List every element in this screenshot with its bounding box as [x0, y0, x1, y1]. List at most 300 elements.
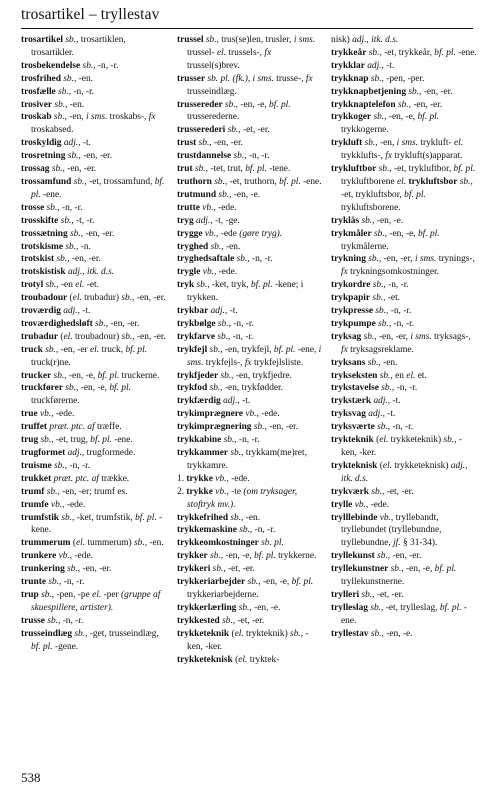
dictionary-entry — [21, 563, 167, 576]
dictionary-entry — [177, 253, 323, 266]
grammar-note: vb., — [215, 486, 229, 497]
headword: trykkeri — [177, 564, 211, 575]
grammar-note: sb., — [53, 112, 67, 123]
headword: trotskist — [21, 254, 55, 265]
entry-text: -et, -er. — [240, 125, 270, 136]
headword: trykluftsbor — [408, 176, 458, 187]
entry-text: -per — [101, 589, 122, 600]
grammar-note: bf. pl. — [417, 228, 440, 239]
entry-text: -en — [58, 280, 76, 291]
entry-text: ( — [373, 435, 380, 446]
entry-text: -en, -er — [58, 344, 91, 355]
grammar-note: sb., — [121, 331, 135, 342]
headword: trykkabine — [177, 435, 222, 446]
grammar-note: el. — [382, 460, 392, 471]
headword: trosse — [21, 202, 45, 213]
grammar-note: sb., — [217, 331, 231, 342]
dictionary-entry — [21, 292, 167, 305]
dictionary-entry — [177, 447, 323, 473]
grammar-note: fx — [148, 112, 156, 123]
entry-text: trussels-, — [226, 47, 265, 58]
dictionary-entry — [331, 486, 477, 499]
dictionary-entry — [21, 382, 167, 408]
dictionary-entry — [177, 99, 323, 125]
dictionary-entry — [331, 382, 477, 395]
entry-text: trusserederne. — [187, 112, 240, 123]
grammar-note: sb., — [210, 241, 224, 252]
dictionary-entry — [177, 279, 323, 305]
dictionary-entry — [331, 460, 477, 486]
headword: trykker — [177, 551, 208, 562]
headword: trykkammer — [177, 448, 229, 458]
entry-text: -n, -r. — [390, 422, 414, 433]
grammar-note: adj., — [223, 396, 240, 407]
grammar-note: sb., — [205, 35, 219, 45]
headword: trusserederi — [177, 125, 226, 136]
entry-text: -get, trusseindlæg, — [87, 628, 159, 639]
dictionary-entry — [331, 421, 477, 434]
entry-text: -ede — [218, 228, 240, 239]
headword: trylleslag — [331, 602, 368, 613]
dictionary-entry — [21, 421, 167, 434]
dictionary-entry — [331, 602, 477, 628]
entry-text: -ede. — [53, 409, 75, 420]
dictionary-entry — [177, 602, 323, 615]
dictionary-entry — [331, 99, 477, 112]
headword: trotskisme — [21, 241, 64, 252]
entry-text: -et, trykluftbor, — [391, 164, 454, 175]
headword: trylle — [331, 499, 353, 510]
entry-text: trosartiklen, trosartikler. — [31, 35, 126, 58]
grammar-note: sb., — [40, 435, 54, 446]
grammar-note: adj., — [196, 215, 213, 226]
dictionary-entry — [21, 447, 167, 460]
entry-text: -t. — [384, 409, 396, 420]
dictionary-entry — [177, 150, 323, 163]
headword: trykknapbetjening — [331, 86, 407, 97]
grammar-note: i sms. — [415, 254, 437, 265]
grammar-note: adj., — [210, 306, 228, 317]
entry-text: -en, -e, — [260, 577, 292, 588]
dictionary-entry — [331, 318, 477, 331]
grammar-note: sb., — [45, 344, 59, 355]
dictionary-entry — [331, 60, 477, 73]
dictionary-entry — [331, 47, 477, 60]
headword: trossætning — [21, 228, 68, 239]
grammar-note: sb., — [370, 628, 384, 639]
entry-text: -tene. — [266, 164, 291, 175]
grammar-note: el. — [396, 176, 407, 187]
grammar-note: sb., — [51, 164, 65, 175]
entry-text: -ede. — [215, 202, 237, 213]
dictionary-entry — [177, 344, 323, 370]
grammar-note: sb., — [373, 228, 387, 239]
grammar-note: sb., — [220, 370, 234, 381]
entry-text: trussel(s)brev. — [187, 60, 240, 71]
entry-text: -kene; i trykken. — [187, 280, 304, 304]
dictionary-entry — [21, 34, 167, 60]
entry-text: en — [392, 370, 407, 381]
headword: trykfod — [177, 383, 208, 394]
grammar-note: adj., — [367, 60, 384, 71]
entry-text: -en, -e, — [78, 383, 110, 394]
entry-text: -n, -r. — [236, 435, 260, 446]
entry-text: -ene. — [341, 602, 467, 626]
entry-text: tummerum) — [85, 538, 135, 549]
headword: trykketeknisk — [177, 654, 233, 665]
grammar-note: sb. pl. — [261, 538, 284, 549]
dictionary-entry — [331, 563, 477, 589]
headword: trossag — [21, 164, 50, 175]
entry-text: trykketeknisk) — [391, 460, 451, 471]
headword: tryllestav — [331, 628, 369, 639]
grammar-note: præt. ptc. af — [49, 422, 95, 433]
grammar-note: vb., — [58, 551, 73, 562]
entry-text: -en, -e. — [231, 189, 261, 200]
headword: troskyldig — [21, 138, 62, 149]
grammar-note: bf. pl. — [291, 577, 314, 588]
grammar-note: sb., — [377, 422, 391, 433]
headword: trykke — [186, 486, 213, 497]
grammar-note: sb., — [61, 512, 75, 523]
dictionary-entry — [177, 34, 323, 73]
headword: trykläs — [331, 215, 360, 226]
entry-text: -en. — [147, 538, 164, 549]
headword: trykfjeder — [177, 370, 219, 381]
grammar-note: sb., — [53, 370, 67, 381]
grammar-note: sb., — [63, 73, 77, 84]
grammar-note: sb., — [372, 280, 386, 291]
grammar-note: sb., — [378, 164, 392, 175]
entry-text: truckførerne. — [31, 396, 80, 407]
grammar-note: bf. pl. — [245, 164, 267, 175]
grammar-note: jf. — [393, 538, 401, 549]
grammar-note: sb., — [67, 564, 81, 575]
headword: trykkefrihed — [177, 512, 229, 523]
entry-text: -ken, -ker. — [187, 628, 309, 652]
headword: trykfærdig — [177, 396, 221, 407]
entry-text: -t. — [79, 306, 91, 317]
grammar-note: adj., — [63, 306, 80, 317]
headword: trygge — [177, 228, 203, 239]
headword: trykstavelse — [331, 383, 379, 394]
entry-text: trykluftsborene. — [341, 202, 401, 213]
headword: trykbølge — [177, 318, 216, 329]
headword: trukket — [21, 473, 52, 484]
grammar-note: sb., — [82, 60, 96, 71]
dictionary-entry — [21, 111, 167, 137]
dictionary-entry — [21, 628, 167, 654]
dictionary-entry — [177, 331, 323, 344]
grammar-note: sb., — [459, 176, 473, 187]
grammar-note: sb., — [58, 86, 72, 97]
entry-text: trykkerne. — [275, 551, 317, 562]
dictionary-entry — [177, 473, 323, 486]
grammar-note: bf. pl. — [273, 344, 296, 355]
entry-text: ( — [67, 293, 73, 304]
dictionary-entry — [177, 163, 323, 176]
headword: trosretning — [21, 151, 66, 162]
dictionary-entry — [21, 576, 167, 589]
headword: trutmund — [177, 189, 217, 200]
grammar-note: sb., — [368, 47, 382, 58]
grammar-note: sb., — [73, 176, 87, 187]
entry-text: trusse-, — [273, 73, 306, 84]
headword: truisme — [21, 460, 52, 471]
dictionary-entry — [21, 344, 167, 370]
headword: trosfælle — [21, 86, 56, 97]
grammar-note: bf. pl. — [97, 370, 120, 381]
entry-text: -n, -r. — [385, 280, 409, 291]
entry-text: -en, -e, — [403, 564, 435, 575]
entry-text: -t. — [390, 396, 401, 407]
entry-text: -t. — [383, 60, 395, 71]
entry-text: -n, -r. — [60, 615, 84, 626]
headword: trustdannelse — [177, 151, 232, 162]
entry-text: -en, -er. — [211, 138, 243, 149]
entry-text: -ede. — [368, 499, 390, 510]
dictionary-entry — [21, 512, 167, 538]
grammar-note: sb., — [209, 344, 223, 355]
dictionary-entry — [177, 305, 323, 318]
entry-text: -et, -er. — [384, 486, 414, 497]
entry-text: tryksagsreklame. — [347, 344, 414, 355]
entry-text: -et. — [84, 280, 99, 291]
headword: troubadour — [21, 293, 68, 304]
grammar-note: sb., — [196, 280, 210, 291]
entry-text: -tet, trut, — [208, 164, 246, 175]
dictionary-entry — [177, 576, 323, 602]
grammar-note: sb., — [378, 318, 392, 329]
grammar-note: sb., — [217, 318, 231, 329]
grammar-note: sb., — [233, 151, 247, 162]
grammar-note: sb., — [198, 138, 212, 149]
headword: trylllebinde — [331, 512, 378, 523]
grammar-note: sb., — [95, 318, 109, 329]
headword: trykkeriarbejder — [177, 577, 246, 588]
dictionary-entry — [21, 434, 167, 447]
headword: tryksag — [331, 331, 362, 342]
entry-text: -ede. — [64, 499, 86, 510]
grammar-note: sb., — [214, 176, 228, 187]
dictionary-entry — [331, 499, 477, 512]
grammar-note: bf. pl. — [453, 164, 476, 175]
headword: trykimprægnering — [177, 422, 252, 433]
dictionary-entry — [331, 550, 477, 563]
entry-text: trykkeriarbejderne. — [187, 589, 259, 600]
entry-text: -t. — [227, 306, 238, 317]
dictionary-entry — [177, 137, 323, 150]
grammar-note: sb., — [134, 538, 148, 549]
grammar-note: i sms. — [85, 112, 108, 123]
grammar-note: sb. pl. (fk.), i sms. — [207, 73, 274, 84]
headword: trug — [21, 435, 39, 446]
entry-text: -n, -r. — [249, 254, 273, 265]
headword: tryllekunst — [331, 551, 375, 562]
entry-text: -en, -e, — [386, 112, 418, 123]
grammar-note: bf. pl. — [404, 189, 426, 200]
headword: trunte — [21, 577, 46, 588]
entry-text: -n, -r. — [388, 306, 412, 317]
grammar-note: bf. pl. — [417, 112, 440, 123]
page-header-guide-words: trosartikel – tryllestav — [21, 6, 160, 23]
headword: tryghed — [177, 241, 209, 252]
dictionary-entry — [331, 628, 477, 641]
entry-text: trugformede. — [84, 448, 136, 458]
dictionary-entry — [177, 408, 323, 421]
grammar-note: adj., itk. d.s. — [341, 460, 468, 484]
grammar-note: adj., — [368, 409, 385, 420]
entry-text: -en, -er. — [80, 564, 112, 575]
headword: trykketeknik — [177, 628, 230, 639]
grammar-note: el. — [75, 280, 85, 291]
grammar-note: sb., — [70, 228, 84, 239]
dictionary-entry — [21, 163, 167, 176]
grammar-note: el. — [379, 435, 389, 446]
grammar-note: el. — [238, 654, 248, 665]
dictionary-entry — [21, 202, 167, 215]
grammar-note: sb., — [377, 551, 391, 562]
entry-text: -et, trylleslag, — [383, 602, 440, 613]
entry-text: -t, -r. — [73, 215, 95, 226]
entry-text: trykluftborene — [341, 176, 397, 187]
dictionary-entry — [177, 615, 323, 628]
dictionary-entry — [177, 382, 323, 395]
dictionary-entry — [331, 305, 477, 318]
grammar-note: sb., — [223, 435, 237, 446]
dictionary-entry — [177, 228, 323, 241]
headword: troværdighedsløft — [21, 318, 93, 329]
grammar-note: el. — [406, 370, 416, 381]
grammar-note: sb., — [60, 215, 74, 226]
dictionary-entry — [177, 537, 323, 550]
grammar-note: sb., — [48, 577, 62, 588]
grammar-note: sb., — [225, 99, 239, 110]
headword: trykteknisk — [331, 460, 378, 471]
grammar-note: vb., — [354, 499, 369, 510]
entry-text: -en, -er. — [134, 331, 166, 342]
dictionary-entry — [21, 99, 167, 112]
grammar-note: el. — [90, 344, 100, 355]
dictionary-entry — [177, 189, 323, 202]
headword: trosartikel — [21, 35, 64, 45]
dictionary-entry — [21, 60, 167, 73]
entry-text: tryksags-, — [431, 331, 471, 342]
headword: trumfstik — [21, 512, 60, 523]
entry-text: -te — [228, 486, 244, 497]
entry-text: -en. — [76, 73, 93, 84]
dictionary-entry — [331, 137, 477, 163]
grammar-note: bf. pl. — [31, 176, 165, 200]
grammar-note: sb., — [368, 254, 382, 265]
headword: trumfe — [21, 499, 49, 510]
entry-text: -ken, -ker. — [341, 435, 463, 458]
grammar-note: sb., — [230, 512, 244, 523]
entry-text: -en, -er. — [69, 254, 101, 265]
dictionary-entry — [177, 176, 323, 189]
dictionary-entry — [21, 537, 167, 550]
grammar-note: sb., — [45, 280, 59, 291]
grammar-note: bf. pl. — [90, 435, 112, 446]
entry-text: -n, -r. — [71, 86, 95, 97]
grammar-note: sb., — [236, 254, 250, 265]
dictionary-entry — [21, 318, 167, 331]
dictionary-entry — [331, 408, 477, 421]
dictionary-entry — [331, 163, 477, 215]
grammar-note: sb., — [209, 383, 223, 394]
grammar-note: vb., — [40, 409, 54, 420]
grammar-note: sb., — [381, 383, 395, 394]
grammar-note: el. — [216, 47, 227, 58]
entry-text: -en, -er. — [83, 228, 115, 239]
dictionary-entry — [21, 615, 167, 628]
headword: trosbekendelse — [21, 60, 81, 71]
headword: truck — [21, 344, 43, 355]
entry-text: -pen, -pe — [54, 589, 93, 600]
grammar-note: el. — [234, 628, 244, 639]
entry-text: -n, -r. — [230, 318, 254, 329]
headword: trust — [177, 138, 197, 149]
headword: trykknap — [331, 73, 369, 84]
entry-column-1 — [21, 34, 167, 654]
dictionary-entry — [177, 318, 323, 331]
grammar-note: sb., — [227, 125, 241, 136]
entry-text: -n, -r. — [230, 331, 254, 342]
dictionary-entry — [331, 357, 477, 370]
entry-text: -gene. — [52, 641, 79, 652]
headword: trotskistisk — [21, 267, 66, 278]
grammar-note: sb., — [230, 448, 244, 458]
entry-text: -en, -er. — [134, 293, 166, 304]
grammar-note: sb., — [361, 215, 375, 226]
grammar-note: sb., — [290, 628, 304, 639]
grammar-note: bf. pl. — [135, 512, 157, 523]
dictionary-entry — [177, 628, 323, 654]
headword: trusse — [21, 615, 45, 626]
entry-text: trubadur) — [81, 293, 122, 304]
grammar-note: sb., — [372, 293, 386, 304]
entry-text: -en. — [243, 512, 261, 523]
grammar-note: el. — [453, 138, 464, 149]
grammar-note: bf. pl. — [279, 176, 301, 187]
grammar-note: sb., — [222, 615, 236, 626]
dictionary-entry — [331, 395, 477, 408]
entry-text: -t. — [80, 138, 91, 149]
entry-text: truckerne. — [119, 370, 160, 381]
dictionary-entry — [21, 331, 167, 344]
grammar-note: vb., — [215, 473, 229, 484]
entry-text: -et, -er. — [235, 615, 265, 626]
grammar-note: sb., — [371, 486, 385, 497]
entry-text: tryktek- — [247, 654, 280, 665]
grammar-note: el. — [92, 589, 102, 600]
headword: truthorn — [177, 176, 212, 187]
entry-text: -en. — [223, 241, 241, 252]
dictionary-entry — [331, 34, 477, 47]
grammar-note: sb., — [210, 551, 224, 562]
entry-text: tryllekunstnerne. — [341, 577, 405, 588]
headword: trykordre — [331, 280, 371, 291]
dictionary-entry — [21, 150, 167, 163]
grammar-note: sb., — [390, 564, 404, 575]
headword: trykkeomkostninger — [177, 538, 259, 549]
grammar-note: sb., — [253, 422, 267, 433]
entry-text: -n. — [78, 241, 91, 252]
entry-text: -en, -er; trumf es. — [59, 486, 128, 497]
grammar-note: sb., — [375, 306, 389, 317]
grammar-note: sb., — [370, 73, 384, 84]
entry-text: -ene. — [40, 189, 62, 200]
